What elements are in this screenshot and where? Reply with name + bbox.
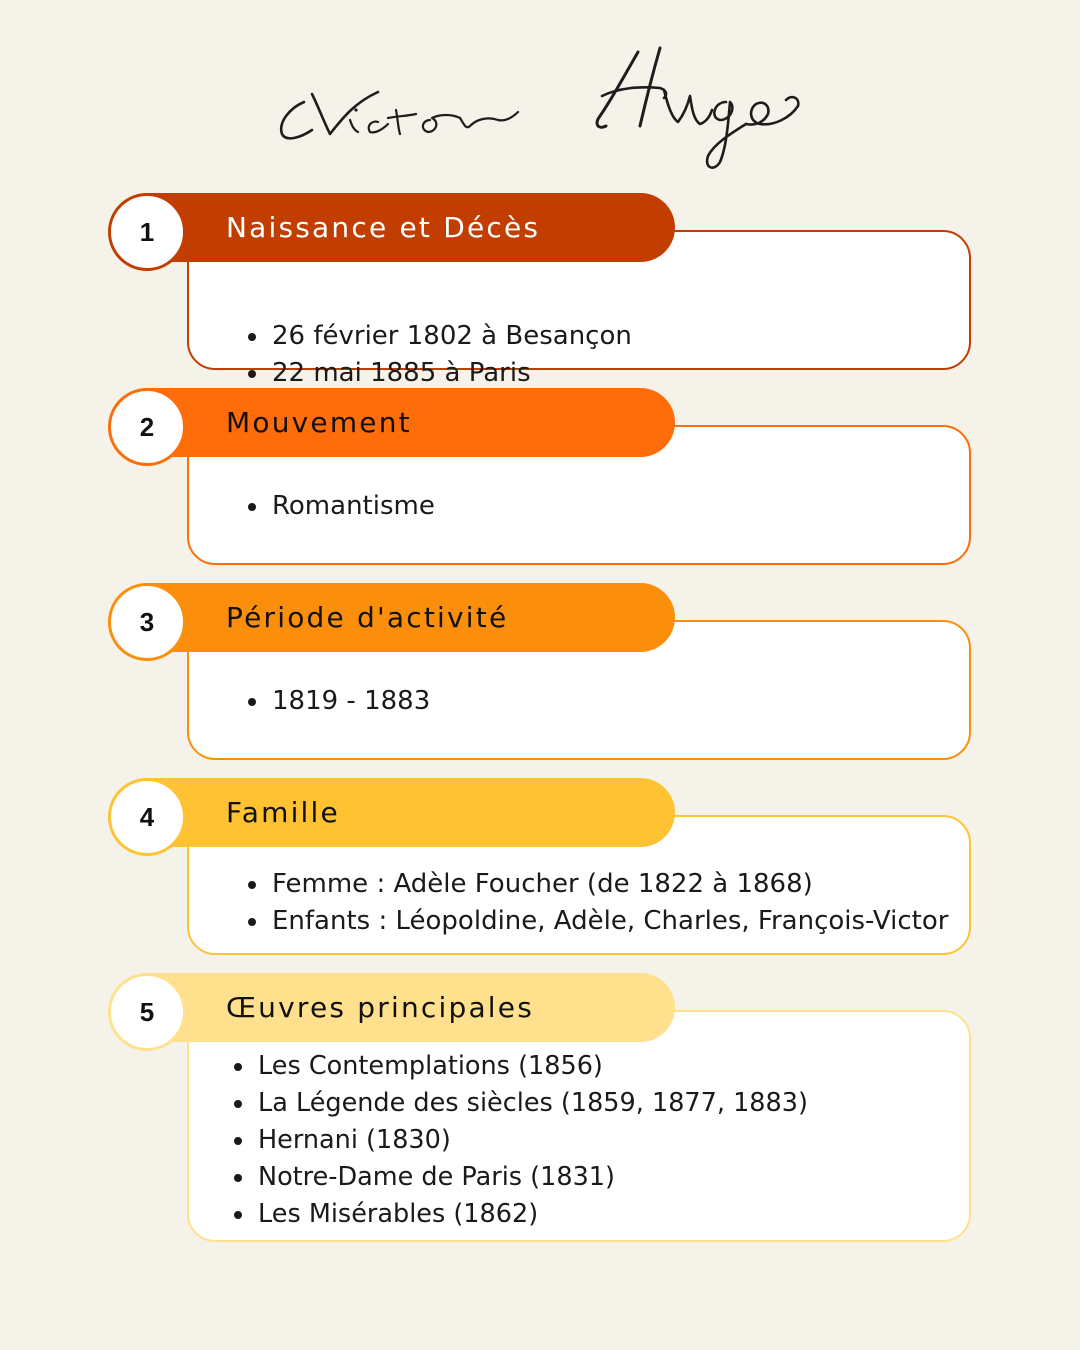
- section-number: 5: [139, 996, 155, 1027]
- list-item: Femme : Adèle Foucher (de 1822 à 1868): [244, 866, 948, 903]
- section-card: [187, 1010, 971, 1242]
- section-banner: [148, 583, 675, 652]
- section-famille: [108, 778, 974, 958]
- section-number: 4: [139, 801, 155, 832]
- section-number-badge: [108, 388, 186, 466]
- section-number: 2: [139, 411, 155, 442]
- section-banner: [148, 778, 675, 847]
- section-mouvement: [108, 388, 974, 568]
- list-item: 22 mai 1885 à Paris: [244, 355, 632, 392]
- section-naissance-deces: [108, 193, 974, 388]
- list-item: La Légende des siècles (1859, 1877, 1883): [230, 1085, 808, 1122]
- section-title: Famille: [226, 796, 340, 829]
- section-oeuvres-principales: [108, 973, 974, 1245]
- item-list: [244, 683, 430, 720]
- section-number-badge: [108, 583, 186, 661]
- item-list: [244, 488, 435, 525]
- section-periode-activite: [108, 583, 974, 763]
- item-list: [244, 866, 948, 940]
- list-item: Les Misérables (1862): [230, 1196, 808, 1233]
- section-banner: [148, 388, 675, 457]
- section-title: Période d'activité: [226, 601, 509, 634]
- section-number-badge: [108, 778, 186, 856]
- section-number: 1: [139, 216, 155, 247]
- item-list: [230, 1048, 808, 1233]
- section-number-badge: [108, 193, 186, 271]
- list-item: 26 février 1802 à Besançon: [244, 318, 632, 355]
- section-banner: [148, 973, 675, 1042]
- section-banner: [148, 193, 675, 262]
- list-item: Enfants : Léopoldine, Adèle, Charles, François-Victor: [244, 903, 948, 940]
- section-title: Mouvement: [226, 406, 412, 439]
- list-item: Hernani (1830): [230, 1122, 808, 1159]
- list-item: Romantisme: [244, 488, 435, 525]
- section-number: 3: [139, 606, 155, 637]
- item-list: [244, 318, 632, 392]
- section-title: Naissance et Décès: [226, 211, 541, 244]
- list-item: Notre-Dame de Paris (1831): [230, 1159, 808, 1196]
- list-item: 1819 - 1883: [244, 683, 430, 720]
- victor-hugo-signature: [260, 30, 820, 180]
- section-title: Œuvres principales: [226, 991, 534, 1024]
- section-number-badge: [108, 973, 186, 1051]
- list-item: Les Contemplations (1856): [230, 1048, 808, 1085]
